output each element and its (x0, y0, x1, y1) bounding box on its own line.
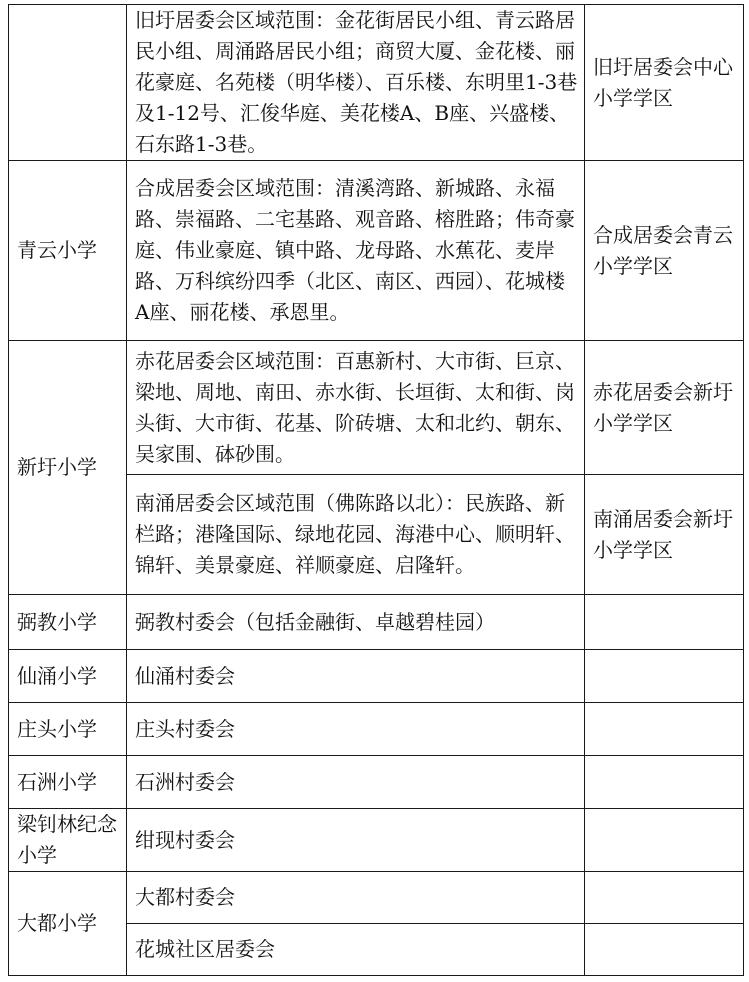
district-cell (585, 872, 744, 924)
school-cell: 石洲小学 (9, 756, 127, 809)
school-cell (9, 5, 127, 161)
district-cell (585, 924, 744, 976)
scope-cell: 弼教村委会（包括金融街、卓越碧桂园） (127, 595, 585, 650)
school-zone-table (8, 4, 744, 976)
table-row (9, 809, 744, 872)
district-cell: 南涌居委会新圩小学学区 (585, 475, 744, 595)
district-cell (585, 703, 744, 756)
district-cell (585, 650, 744, 703)
district-cell: 赤花居委会新圩小学学区 (585, 341, 744, 475)
table-row (9, 872, 744, 924)
school-cell: 大都小学 (9, 872, 127, 976)
school-cell: 新圩小学 (9, 341, 127, 595)
table-row (9, 341, 744, 475)
table-row (9, 595, 744, 650)
table-row (9, 703, 744, 756)
school-cell: 弼教小学 (9, 595, 127, 650)
table-row (9, 756, 744, 809)
district-cell (585, 809, 744, 872)
district-cell (585, 756, 744, 809)
scope-cell: 绀现村委会 (127, 809, 585, 872)
scope-cell: 赤花居委会区域范围：百惠新村、大市街、巨京、梁地、周地、南田、赤水街、长垣街、太和街、岗头街、大市街、花基、阶砖塘、太和北约、朝东、吴家围、砵砂围。 (127, 341, 585, 475)
scope-cell: 庄头村委会 (127, 703, 585, 756)
table-row (9, 161, 744, 341)
school-cell: 仙涌小学 (9, 650, 127, 703)
school-cell: 梁钊林纪念小学 (9, 809, 127, 872)
district-cell: 合成居委会青云小学学区 (585, 161, 744, 341)
scope-cell: 石洲村委会 (127, 756, 585, 809)
school-cell: 庄头小学 (9, 703, 127, 756)
scope-cell: 旧圩居委会区域范围：金花街居民小组、青云路居民小组、周涌路居民小组；商贸大厦、金花楼、丽花豪庭、名苑楼（明华楼）、百乐楼、东明里1-3巷及1-12号、汇俊华庭、美花楼A、B座、兴盛楼、石东路1-3巷。 (127, 5, 585, 161)
scope-cell: 南涌居委会区域范围（佛陈路以北）：民族路、新栏路；港隆国际、绿地花园、海港中心、顺明轩、锦轩、美景豪庭、祥顺豪庭、启隆轩。 (127, 475, 585, 595)
scope-cell: 花城社区居委会 (127, 924, 585, 976)
school-cell: 青云小学 (9, 161, 127, 341)
table-row (9, 5, 744, 161)
scope-cell: 大都村委会 (127, 872, 585, 924)
scope-cell: 仙涌村委会 (127, 650, 585, 703)
district-cell (585, 595, 744, 650)
scope-cell: 合成居委会区域范围：清溪湾路、新城路、永福路、崇福路、二宅基路、观音路、榕胜路；伟奇豪庭、伟业豪庭、镇中路、龙母路、水蕉花、麦岸路、万科缤纷四季（北区、南区、西园）、花城楼A座、丽花楼、承恩里。 (127, 161, 585, 341)
district-cell: 旧圩居委会中心小学学区 (585, 5, 744, 161)
table-row (9, 650, 744, 703)
